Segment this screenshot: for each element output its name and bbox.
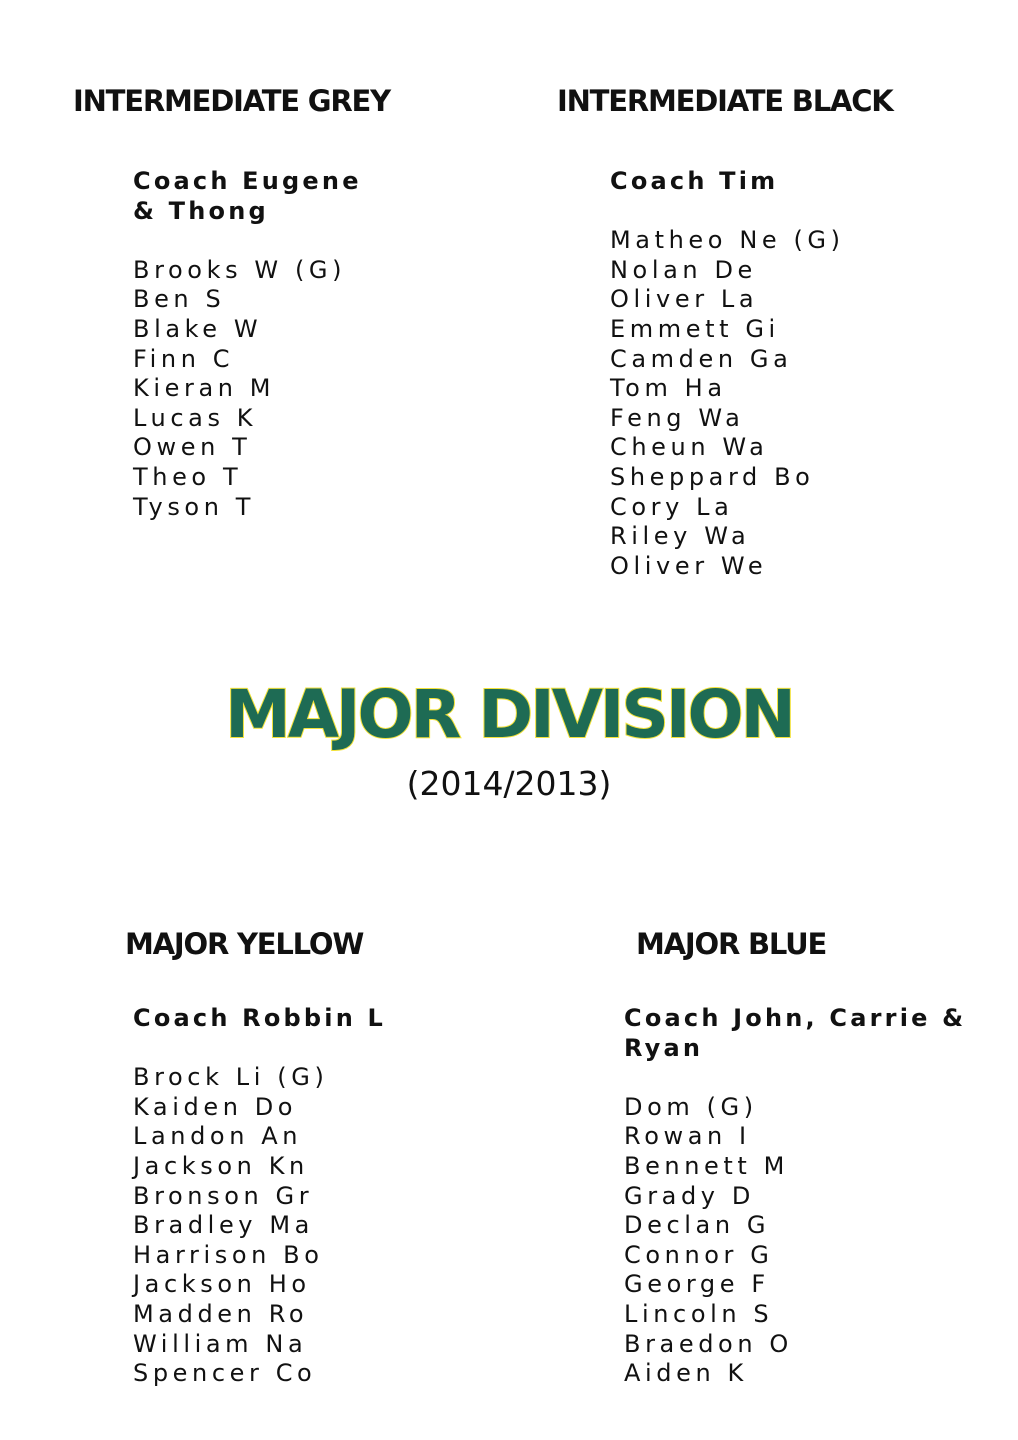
player-item: Tyson T	[133, 492, 256, 521]
player-item: Oliver La	[610, 285, 759, 314]
player-item: Kaiden Do	[133, 1092, 298, 1121]
team-title-intermediate-grey: INTERMEDIATE GREY	[73, 84, 390, 118]
team-title-major-blue: MAJOR BLUE	[636, 927, 827, 961]
player-item: Lucas K	[133, 403, 258, 432]
player-item: Grady D	[624, 1181, 755, 1210]
player-item: Cory La	[610, 492, 734, 521]
player-item: Jackson Ho	[133, 1270, 311, 1299]
player-item: Tom Ha	[610, 374, 727, 403]
player-item: Connor G	[624, 1240, 774, 1269]
player-item: Brooks W (G)	[133, 255, 347, 284]
player-item: Bennett M	[624, 1151, 789, 1180]
player-item: Bronson Gr	[133, 1181, 314, 1210]
player-item: Harrison Bo	[133, 1240, 324, 1269]
player-item: Kieran M	[133, 374, 276, 403]
roster-intermediate-black	[610, 167, 990, 581]
player-item: Riley Wa	[610, 522, 751, 551]
player-item: Camden Ga	[610, 344, 793, 373]
coach-name: Coach Tim	[610, 167, 779, 195]
player-item: Nolan De	[610, 255, 757, 284]
player-item: Landon An	[133, 1122, 303, 1151]
division-title: MAJOR DIVISION	[225, 676, 793, 753]
player-item: Madden Ro	[133, 1299, 309, 1328]
player-item: Brock Li (G)	[133, 1063, 329, 1092]
player-list	[624, 1093, 1004, 1389]
player-item: Ben S	[133, 285, 226, 314]
coach-name: Coach Eugene & Thong	[133, 167, 362, 225]
player-item: Sheppard Bo	[610, 462, 815, 491]
player-item: Emmett Gi	[610, 314, 780, 343]
player-item: Aiden K	[624, 1359, 748, 1388]
player-item: Feng Wa	[610, 403, 745, 432]
player-item: Jackson Kn	[133, 1151, 309, 1180]
player-item: Bradley Ma	[133, 1211, 314, 1240]
player-list	[610, 226, 990, 581]
coach-name: Coach John, Carrie & Ryan	[624, 1004, 967, 1062]
player-item: George F	[624, 1270, 770, 1299]
player-item: Matheo Ne (G)	[610, 226, 845, 255]
roster-intermediate-grey	[133, 167, 393, 522]
player-item: Finn C	[133, 344, 235, 373]
player-list	[133, 256, 393, 522]
player-item: Dom (G)	[624, 1092, 758, 1121]
player-item: Lincoln S	[624, 1299, 774, 1328]
player-item: Blake W	[133, 314, 263, 343]
player-item: Rowan I	[624, 1122, 751, 1151]
player-list	[133, 1063, 473, 1389]
player-item: Theo T	[133, 462, 243, 491]
player-item: Owen T	[133, 433, 252, 462]
player-item: Oliver We	[610, 551, 768, 580]
coach-name: Coach Robbin L	[133, 1004, 387, 1032]
player-item: Cheun Wa	[610, 433, 769, 462]
team-title-major-yellow: MAJOR YELLOW	[125, 927, 364, 961]
player-item: Braedon O	[624, 1329, 793, 1358]
division-years: (2014/2013)	[406, 764, 612, 803]
player-item: Declan G	[624, 1211, 771, 1240]
team-title-intermediate-black: INTERMEDIATE BLACK	[557, 84, 893, 118]
roster-major-blue	[624, 1004, 1004, 1389]
roster-major-yellow	[133, 1004, 473, 1389]
player-item: Spencer Co	[133, 1359, 317, 1388]
player-item: William Na	[133, 1329, 308, 1358]
